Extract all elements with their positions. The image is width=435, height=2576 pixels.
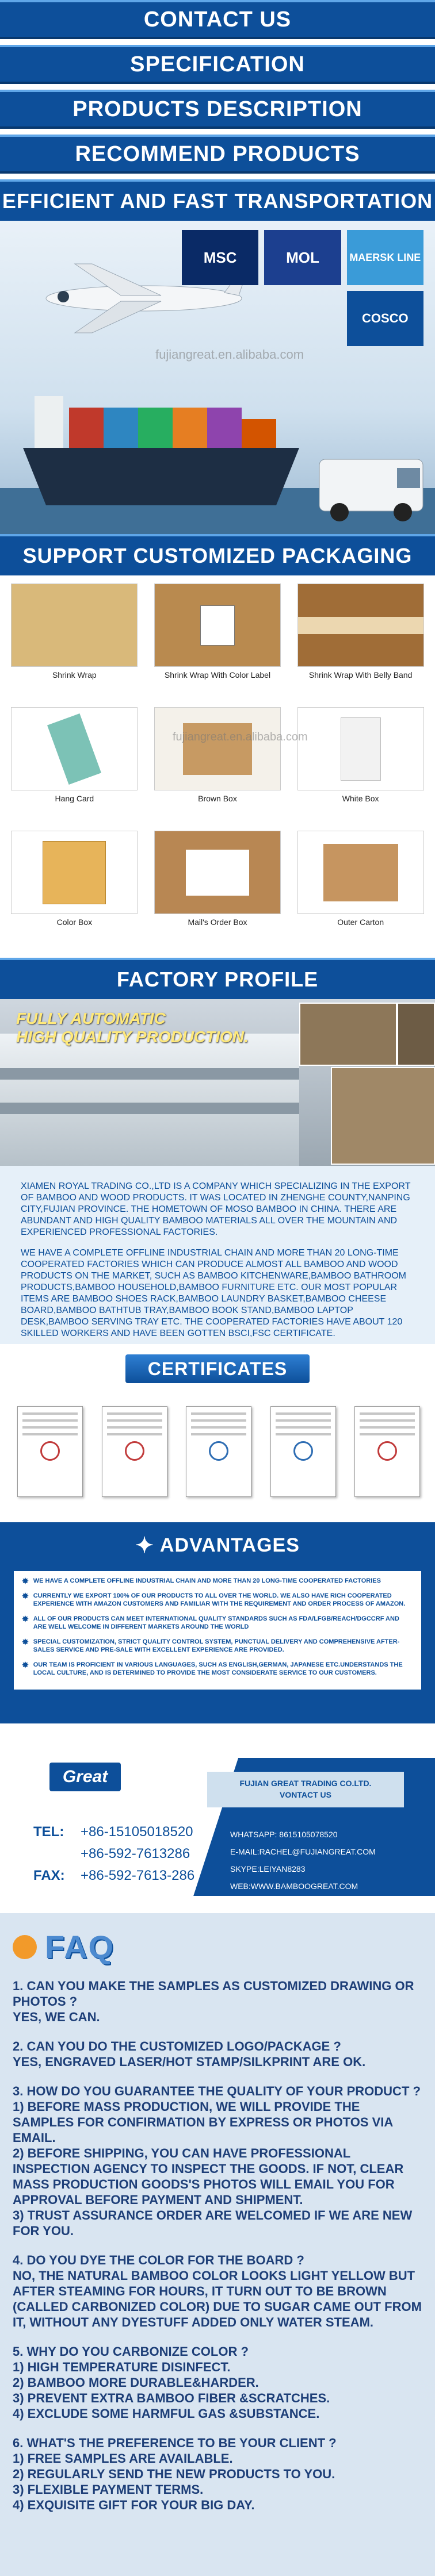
packaging-section-title [0,534,435,575]
faq-question: 5. WHY DO YOU CARBONIZE COLOR ? [13,2344,249,2359]
email-link[interactable]: E-MAIL:RACHEL@FUJIANGREAT.COM [230,1847,376,1856]
faq-answer: 3) FLEXIBLE PAYMENT TERMS. [13,2482,204,2497]
mol-logo [264,230,341,285]
bullet-icon: ✸ [22,1660,29,1669]
faq-answer: 3) TRUST ASSURANCE ORDER ARE WELCOMED IF WE ARE NEW FOR YOU. [13,2208,413,2238]
faq-answer: 3) PREVENT EXTRA BAMBOO FIBER &SCRATCHES. [13,2391,330,2405]
company-paragraph: WE HAVE A COMPLETE OFFLINE INDUSTRIAL CHAIN AND MORE THAN 20 LONG-TIME COOPERATED FACTORIES WHICH CAN PRODUCE ALMOST ALL BAMBOO AND WOOD PRODUCTS ON THE MARKET, SUCH AS BAMBOO KITCHENWARE,BAMBOO BATHROOM PRODUCTS,BAMBOO HOUSEHOLD,BAMBOO FURNITURE ETC. OUR MOST POPULAR ITEMS ARE BAMBOO SHOES RACK,BAMBOO LAUNDRY BASKET,BAMBOO CHEESE BOARD,BAMBOO BATHTUB TRAY,BAMBOO BOOK STAND,BAMBOO LAPTOP DESK,BAMBOO SERVING TRAY ETC. THE COOPERATED FACTORIES HAVE ABOUT 120 SKILLED WORKERS AND HAVE BEEN GOTTEN BSCI,FSC CERTIFICATE. [21,1248,406,1338]
tel-label: TEL: [33,1824,64,1840]
faq-answer: 4) EXQUISITE GIFT FOR YOUR BIG DAY. [13,2498,255,2512]
logo-text: COSCO [361,311,409,325]
certificate-image [270,1406,336,1497]
advantages-section [0,1522,435,1723]
faq-item [13,2252,422,2330]
pack-item [7,583,142,702]
faq-answer: 1) FREE SAMPLES ARE AVAILABLE. [13,2451,233,2466]
pack-label: Shrink Wrap With Color Label [164,670,271,679]
pack-item [293,707,428,826]
tab-label: RECOMMEND PRODUCTS [75,141,360,166]
faq-item [13,2435,422,2513]
outer-carton-image [297,831,424,914]
faq-answer: YES, WE CAN. [13,2010,100,2024]
faq-header [13,1928,422,1965]
faq-title: FAQ [45,1929,115,1965]
faq-answer: YES, ENGRAVED LASER/HOT STAMP/SILKPRINT ARE OK. [13,2055,366,2069]
contact-details [230,1826,376,1895]
shipping-line-logos [182,230,423,346]
pack-label: Shrink Wrap [52,670,97,679]
contact-card [0,1723,435,1913]
overlay-line: FULLY AUTOMATIC [16,1009,166,1027]
bullet-icon: ✸ [22,1637,29,1646]
pack-label: Brown Box [198,794,237,803]
star-icon: ✦ [135,1534,154,1558]
faq-section [0,1913,435,2576]
tab-specification[interactable] [0,45,435,84]
advantages-title [14,1533,421,1558]
shrink-wrap-color-label-image [154,583,281,667]
pack-label: Hang Card [55,794,94,803]
faq-item [13,2344,422,2421]
pack-label: Color Box [56,917,93,927]
tel-number: +86-15105018520 [81,1824,193,1840]
orange-dot-icon [13,1935,37,1959]
shrink-wrap-belly-band-image [297,583,424,667]
faq-answer: 4) EXCLUDE SOME HARMFUL GAS &SUBSTANCE. [13,2406,320,2421]
pack-label: White Box [342,794,379,803]
certificate-image [102,1406,167,1497]
cargo-ship-and-van-image [0,373,435,534]
skype: SKYPE:LEIYAN8283 [230,1864,306,1874]
faq-question: 1. CAN YOU MAKE THE SAMPLES AS CUSTOMIZED DRAWING OR PHOTOS ? [13,1979,414,2009]
faq-answer: 2) BAMBOO MORE DURABLE&HARDER. [13,2375,259,2390]
transport-section-title [0,179,435,221]
advantage-text: OUR TEAM IS PROFICIENT IN VARIOUS LANGUAGES, SUCH AS ENGLISH,GERMAN, JAPANESE ETC.UNDERSTANDS THE LOCAL CULTURE, AND IS DETERMINED TO PROVIDE THE MOST CONSIDERATE SERVICE TO OUR CUSTOMERS. [33,1661,403,1676]
factory-photo [299,1003,397,1066]
factory-photo [331,1067,435,1165]
advantage-text: CURRENTLY WE EXPORT 100% OF OUR PRODUCTS TO ALL OVER THE WORLD. WE ALSO HAVE RICH COOPERATED EXPERIENCE WITH AMAZON CUSTOMERS AND FAMILIAR WITH THE REQUIREMENT AND ORDER PROCESS OF AMAZON. [33,1592,406,1607]
whatsapp: WHATSAPP: 8615105078520 [230,1830,338,1839]
factory-photo-collage [0,999,435,1166]
faq-answer: 2) REGULARLY SEND THE NEW PRODUCTS TO YOU. [13,2467,335,2481]
pack-label: Outer Carton [337,917,384,927]
company-name: FUJIAN GREAT TRADING CO.LTD. [239,1779,372,1788]
faq-item [13,2083,422,2239]
pack-label: Mail's Order Box [188,917,247,927]
tab-recommend-products[interactable] [0,135,435,174]
pack-item [293,831,428,950]
certificate-row [17,1406,420,1497]
advantage-item [22,1638,413,1654]
section-title: SUPPORT CUSTOMIZED PACKAGING [22,544,413,567]
advantage-text: ALL OF OUR PRODUCTS CAN MEET INTERNATIONAL QUALITY STANDARDS SUCH AS FDA/LFGB/REACH/DGCCRF AND ARE WELL WELCOME IN DIFFERENT MARKETS AROUND THE WORLD [33,1615,399,1630]
cosco-logo [347,291,423,346]
faq-question: 3. HOW DO YOU GUARANTEE THE QUALITY OF YOUR PRODUCT ? [13,2084,421,2098]
pack-item [7,707,142,826]
tab-label: PRODUCTS DESCRIPTION [72,97,362,121]
pack-item [150,831,285,950]
company-name-box[interactable] [207,1772,404,1807]
faq-item [13,2038,422,2070]
faq-answer: 1) HIGH TEMPERATURE DISINFECT. [13,2360,231,2374]
watermark: fujiangreat.en.alibaba.com [173,731,308,743]
pack-label: Shrink Wrap With Belly Band [308,670,413,679]
faq-item [13,1978,422,2025]
logo-text: MOL [286,248,319,266]
fax-label: FAX: [33,1868,65,1883]
section-title: FACTORY PROFILE [116,968,319,991]
certificate-image [17,1406,83,1497]
advantages-list [14,1571,421,1690]
bullet-icon: ✸ [22,1614,29,1623]
overlay-line: HIGH QUALITY PRODUCTION. [16,1028,249,1046]
tab-contact-us[interactable] [0,0,435,39]
advantage-text: WE HAVE A COMPLETE OFFLINE INDUSTRIAL CHAIN AND MORE THAN 20 LONG-TIME COOPERATED FACTORIES [33,1577,381,1584]
packaging-grid [0,575,435,958]
advantage-item [22,1592,413,1608]
tab-products-description[interactable] [0,90,435,129]
factory-section-title [0,958,435,999]
white-box-image [297,707,424,790]
faq-question: 6. WHAT'S THE PREFERENCE TO BE YOUR CLIENT ? [13,2436,337,2450]
mail-order-box-image [154,831,281,914]
faq-answer: 1) BEFORE MASS PRODUCTION, WE WILL PROVIDE THE SAMPLES FOR CONFIRMATION BY EXPRESS OR PHOTOS VIA EMAIL. [13,2099,393,2145]
transport-banner [0,221,435,534]
msc-logo [182,230,258,285]
factory-photo [397,1003,435,1066]
certificates-title: CERTIFICATES [125,1354,310,1383]
fax-number: +86-592-7613-286 [81,1868,195,1883]
logo-text: MSC [203,248,237,266]
section-title: ADVANTAGES [159,1534,300,1556]
certificate-image [186,1406,251,1497]
bullet-icon: ✸ [22,1576,29,1585]
maersk-logo [347,230,423,285]
pack-item [293,583,428,702]
phone-list [33,1821,194,1887]
advantage-item [22,1615,413,1631]
faq-answer: 2) BEFORE SHIPPING, YOU CAN HAVE PROFESSIONAL INSPECTION AGENCY TO INSPECT THE GOODS. IF NOT, CLEAR MASS PRODUCTION GOODS'S PHOTOS WILL EMAIL YOU FOR APPROVAL BEFORE PAYMENT AND SHIPMENT. [13,2146,404,2207]
logo-text: MAERSK LINE [349,251,421,263]
tab-label: CONTACT US [143,7,292,32]
contact-us-label: VONTACT US [280,1790,331,1799]
company-description [0,1166,435,1344]
bullet-icon: ✸ [22,1591,29,1600]
company-paragraph: XIAMEN ROYAL TRADING CO.,LTD IS A COMPANY WHICH SPECIALIZING IN THE EXPORT OF BAMBOO AND WOOD PRODUCTS. IT WAS LOCATED IN ZHENGHE COUNTY,NANPING CITY,FUJIAN PROVINCE. THE HOMETOWN OF MOSO BAMBOO IN CHINA. THERE ARE ABUNDANT AND HIGH QUALITY BAMBOO MATERIALS ALL OVER THE MOUNTAIN AND EXPERIENCED PROFESSIONAL FACTORIES. [21,1181,411,1237]
watermark: fujiangreat.en.alibaba.com [155,347,304,362]
faq-question: 4. DO YOU DYE THE COLOR FOR THE BOARD ? [13,2253,304,2267]
factory-overlay-text [16,1009,249,1046]
tab-label: SPECIFICATION [130,52,305,76]
certificates-section [0,1344,435,1522]
certificate-image [354,1406,420,1497]
pack-item [150,583,285,702]
advantage-item [22,1577,413,1585]
hang-card-image [11,707,138,790]
faq-answer: NO, THE NATURAL BAMBOO COLOR LOOKS LIGHT YELLOW BUT AFTER STEAMING FOR HOURS, IT TURN OUT TO BE BROWN (CALLED CARBONIZED COLOR) DUE TO SUGAR CAME OUT FROM IT, WITHOUT ANY DYESTUFF ADDED ONLY WATER STEAM. [13,2268,422,2329]
advantage-item [22,1661,413,1677]
color-box-image [11,831,138,914]
factory-building-image [0,1034,299,1166]
tel-number: +86-592-7613286 [81,1846,190,1861]
pack-item [150,707,285,826]
great-logo: Great [49,1763,121,1791]
shrink-wrap-image [11,583,138,667]
pack-item [7,831,142,950]
brown-box-image [154,707,281,790]
website-link[interactable]: WEB:WWW.BAMBOOGREAT.COM [230,1882,358,1891]
advantage-text: SPECIAL CUSTOMIZATION, STRICT QUALITY CONTROL SYSTEM, PUNCTUAL DELIVERY AND COMPREHENSIVE AFTER-SALES SERVICE AND PRE-SALE WITH EXCELLENT EXPERIENCE ARE PROVIDED. [33,1638,400,1653]
section-title: EFFICIENT AND FAST TRANSPORTATION [2,189,433,213]
faq-question: 2. CAN YOU DO THE CUSTOMIZED LOGO/PACKAGE ? [13,2039,341,2053]
